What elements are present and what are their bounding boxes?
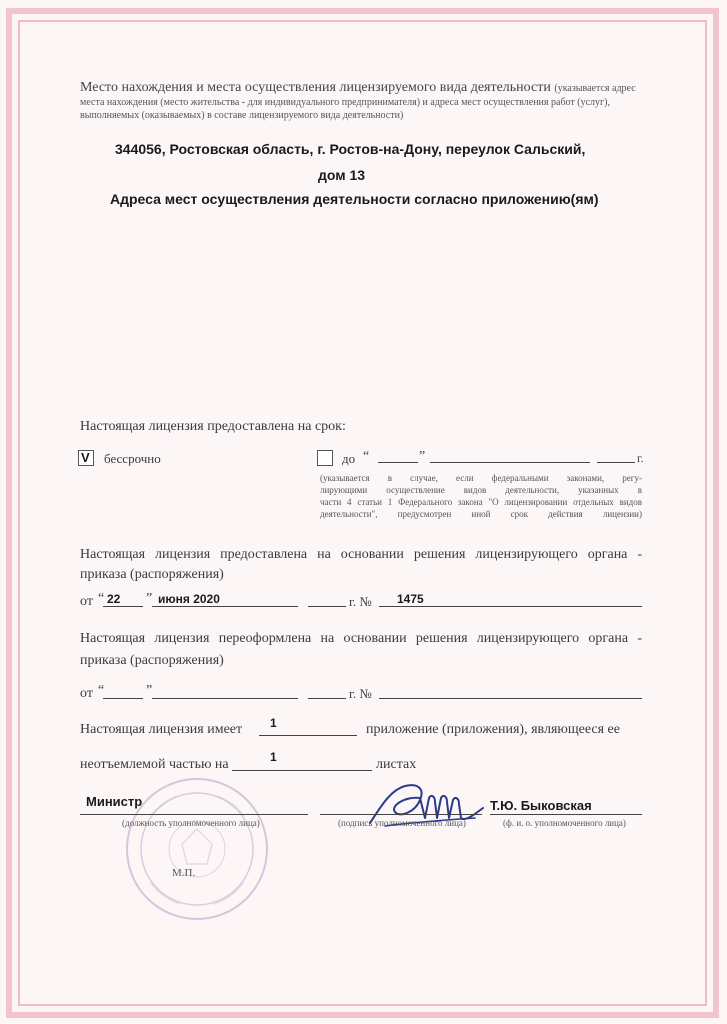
basis-line-2: приказа (распоряжения)	[80, 567, 224, 582]
term-note-line-3: части 4 статьи 1 Федерального закона "О лицензировании отдельных видов	[320, 497, 642, 507]
appendix-count: 1	[270, 716, 277, 730]
appendix-sheets-line	[232, 770, 372, 771]
appendix-line-2-start: неотъемлемой частью на	[80, 757, 229, 772]
name-caption: (ф. и. о. уполномоченного лица)	[503, 818, 626, 828]
reissue-from-label: от	[80, 686, 93, 701]
term-note-line-1: (указывается в случае, если федеральными законами, регу-	[320, 473, 642, 483]
basis-number-label: г. №	[349, 594, 372, 609]
reissue-line-1: Настоящая лицензия переоформлена на основании решения лицензирующего органа -	[80, 631, 642, 646]
basis-day-line	[103, 606, 143, 607]
until-label: до	[342, 451, 356, 466]
reissue-month-line	[152, 698, 298, 699]
until-checkbox[interactable]	[317, 450, 333, 466]
signature-caption: (подпись уполномоченного лица)	[338, 818, 466, 828]
until-quote-open: “	[363, 449, 370, 464]
term-note	[320, 472, 642, 520]
term-intro: Настоящая лицензия предоставлена на срок:	[80, 419, 346, 434]
official-stamp	[122, 774, 272, 924]
header-line-3: выполняемых (оказываемых) в составе лицензируемого вида деятельности)	[80, 110, 404, 121]
header-note: (указывается адрес	[554, 83, 636, 94]
basis-number: 1475	[397, 592, 424, 606]
appendix-line-1-start: Настоящая лицензия имеет	[80, 722, 243, 737]
basis-quote-close: ”	[146, 591, 153, 606]
reissue-number-label: г. №	[349, 686, 372, 701]
reissue-quote-open: “	[98, 683, 105, 698]
header-line-1	[80, 80, 636, 96]
until-day-line	[378, 462, 418, 463]
stamp-label: М.П.	[172, 867, 196, 879]
until-year-suffix: г.	[637, 451, 644, 465]
reissue-line-2: приказа (распоряжения)	[80, 653, 224, 668]
indefinite-label: бессрочно	[104, 451, 161, 466]
reissue-year-line	[308, 698, 346, 699]
appendix-line-1-end: приложение (приложения), являющееся ее	[366, 722, 620, 737]
basis-number-line	[379, 606, 642, 607]
indefinite-checkbox[interactable]	[78, 450, 94, 466]
name-line	[490, 814, 642, 815]
appendix-sheets: 1	[270, 750, 277, 764]
reissue-day-line	[103, 698, 143, 699]
basis-quote-open: “	[98, 591, 105, 606]
term-note-line-4: деятельности", предусмотрен иной срок действия лицензии)	[320, 509, 642, 519]
basis-year-line	[308, 606, 346, 607]
name-value: Т.Ю. Быковская	[490, 798, 592, 813]
position-caption: (должность уполномоченного лица)	[122, 818, 260, 828]
basis-from-label: от	[80, 594, 93, 609]
until-month-line	[430, 462, 590, 463]
basis-line-1: Настоящая лицензия предоставлена на основании решения лицензирующего органа -	[80, 547, 642, 562]
header-title: Место нахождения и места осуществления лицензируемого вида деятельности	[80, 80, 551, 95]
appendix-count-line	[259, 735, 357, 736]
basis-month-year: июня 2020	[158, 592, 220, 606]
position-value: Министр	[86, 794, 143, 809]
signature-line	[320, 814, 482, 815]
checkbox-mark: V	[81, 450, 90, 465]
reissue-number-line	[379, 698, 642, 699]
address-line-2: дом 13	[318, 167, 366, 183]
until-quote-close: ”	[419, 449, 426, 464]
appendix-line-2-end: листах	[376, 757, 417, 772]
term-note-line-2: лирующими осуществление видов деятельности, указанных в	[320, 485, 642, 495]
reissue-quote-close: ”	[146, 683, 153, 698]
position-line	[80, 814, 308, 815]
address-line-3: Адреса мест осуществления деятельности согласно приложению(ям)	[110, 191, 599, 207]
until-year-line	[597, 462, 635, 463]
header-line-2: места нахождения (место жительства - для индивидуального предпринимателя) и адреса мест осуществления работ (услуг),	[80, 97, 610, 108]
basis-day: 22	[107, 592, 121, 606]
address-line-1: 344056, Ростовская область, г. Ростов-на-Дону, переулок Сальский,	[115, 141, 586, 157]
basis-month-line	[152, 606, 298, 607]
